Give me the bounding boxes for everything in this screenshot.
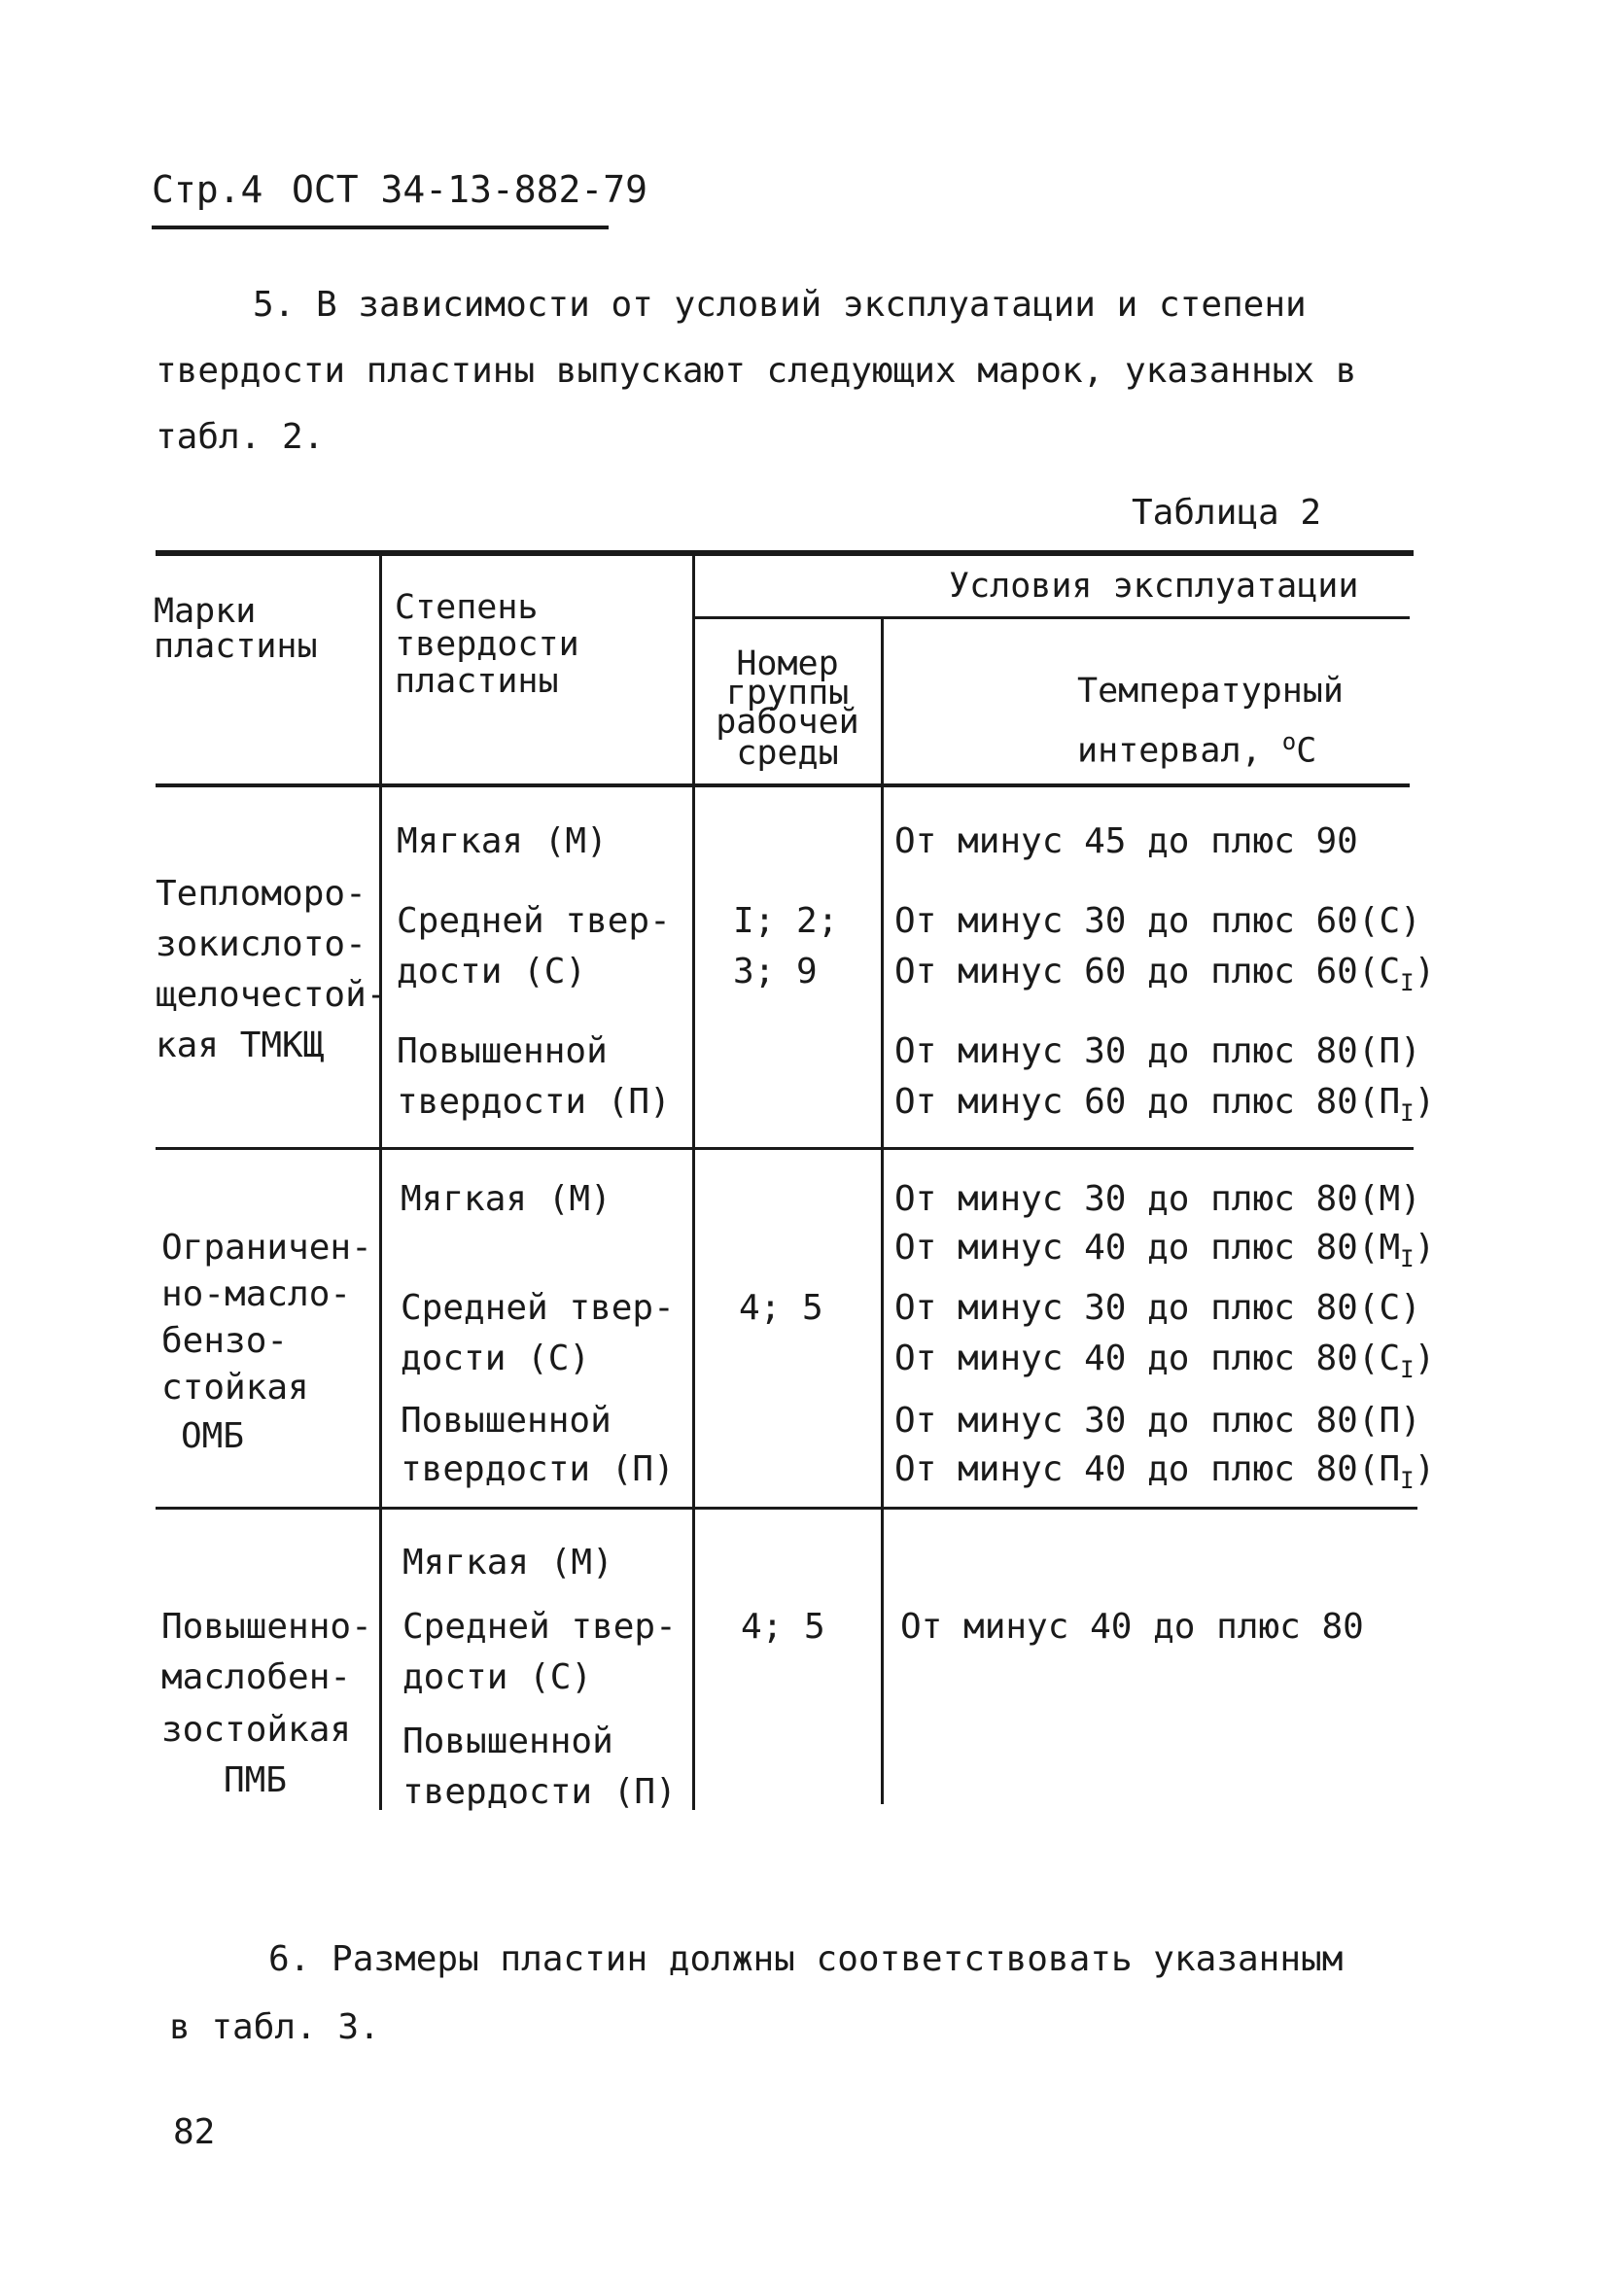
- group-1-temp-4: От минус 30 до плюс 80(П): [894, 1031, 1421, 1071]
- paragraph-5-line-1: 5. В зависимости от условий эксплуатации и степени: [253, 285, 1307, 325]
- group-2-temp-2-sub: I: [1400, 1245, 1415, 1272]
- table-caption: Таблица 2: [1132, 493, 1322, 533]
- col-temp-header-2: [1077, 723, 1316, 770]
- group-2-brand-line-2: но-масло-: [161, 1274, 352, 1314]
- table-top-rule: [156, 550, 1414, 556]
- group-1-temp-3-end: ): [1414, 952, 1436, 991]
- col-temp-header-label: интервал,: [1077, 731, 1262, 771]
- col-brand-header-2: пластины: [154, 627, 318, 666]
- col-hardness-header-3: пластины: [395, 662, 559, 701]
- group-3-brand-line-1: Повышенно-: [161, 1607, 372, 1647]
- col-temp-unit: С: [1296, 731, 1317, 771]
- col-divider-1: [379, 556, 382, 1810]
- group-3-hard-1: Повышенной: [402, 1722, 613, 1761]
- group-1-temp-3-text: От минус 60 до плюс 60(С: [894, 952, 1401, 991]
- col-temp-degree-sign: о: [1281, 728, 1297, 755]
- group-2-hard-2: твердости (П): [401, 1449, 675, 1489]
- group-1-temp-3-sub: I: [1400, 969, 1415, 996]
- group-2-bottom-rule: [156, 1507, 1417, 1510]
- group-3-media: 4; 5: [741, 1607, 825, 1647]
- col-divider-2: [692, 556, 695, 1810]
- paragraph-5-line-2: твердости пластины выпускают следующих марок, указанных в: [156, 351, 1357, 391]
- group-1-temp-3: [894, 947, 1435, 1008]
- group-1-medium-1: Средней твер-: [397, 901, 671, 941]
- group-1-temp-1: От минус 45 до плюс 90: [894, 821, 1358, 861]
- group-2-temp-1: От минус 30 до плюс 80(М): [894, 1179, 1421, 1219]
- group-2-temp-2: [894, 1223, 1435, 1284]
- group-3-brand-line-2: маслобен-: [161, 1657, 352, 1697]
- group-3-brand-line-4: ПМБ: [224, 1760, 288, 1800]
- group-3-brand-line-3: зостойкая: [161, 1710, 352, 1750]
- group-3-hard-2: твердости (П): [402, 1772, 677, 1812]
- header-underline: [152, 226, 609, 229]
- group-1-brand-line-1: Тепломоро-: [156, 874, 367, 914]
- group-2-temp-6-text: От минус 40 до плюс 80(П: [894, 1449, 1401, 1489]
- group-1-media-1: I; 2;: [733, 901, 839, 941]
- col-hardness-header-2: твердости: [395, 625, 579, 664]
- col-temp-header-1: Температурный: [1077, 672, 1344, 711]
- col-divider-3: [881, 618, 884, 1804]
- group-1-hard-2: твердости (П): [397, 1082, 671, 1122]
- group-2-temp-4-text: От минус 40 до плюс 80(С: [894, 1339, 1401, 1378]
- group-1-brand-line-3: щелочестой-: [156, 975, 388, 1015]
- group-3-medium-1: Средней твер-: [402, 1607, 677, 1647]
- page-number: 82: [173, 2112, 216, 2152]
- group-1-temp-2: От минус 30 до плюс 60(С): [894, 901, 1421, 941]
- group-1-temp-5-text: От минус 60 до плюс 80(П: [894, 1082, 1401, 1122]
- group-1-bottom-rule: [156, 1147, 1414, 1150]
- header-bottom-rule: [156, 783, 1410, 787]
- group-2-temp-5: От минус 30 до плюс 80(П): [894, 1401, 1421, 1441]
- group-2-brand-line-4: стойкая: [161, 1368, 309, 1408]
- group-2-temp-6-end: ): [1414, 1449, 1436, 1489]
- group-1-brand-line-4: кая ТМКЩ: [156, 1026, 325, 1065]
- group-2-temp-4-sub: I: [1400, 1356, 1415, 1383]
- group-3-temp-1: От минус 40 до плюс 80: [900, 1607, 1364, 1647]
- group-2-temp-3: От минус 30 до плюс 80(С): [894, 1288, 1421, 1328]
- group-2-soft: Мягкая (М): [401, 1179, 612, 1219]
- group-2-temp-6-sub: I: [1400, 1467, 1415, 1494]
- group-2-temp-2-text: От минус 40 до плюс 80(М: [894, 1228, 1401, 1268]
- group-2-temp-6: [894, 1444, 1435, 1506]
- group-1-temp-5-end: ): [1414, 1082, 1436, 1122]
- group-2-temp-2-end: ): [1414, 1228, 1436, 1268]
- standard-number: ОСТ 34-13-882-79: [292, 168, 648, 211]
- group-2-medium-1: Средней твер-: [401, 1288, 675, 1328]
- group-2-media: 4; 5: [739, 1288, 823, 1328]
- group-2-temp-4: [894, 1334, 1435, 1395]
- group-3-soft: Мягкая (М): [402, 1543, 613, 1583]
- col-hardness-header-1: Степень: [395, 588, 539, 627]
- group-2-medium-2: дости (С): [401, 1339, 591, 1378]
- group-2-hard-1: Повышенной: [401, 1401, 612, 1441]
- group-1-hard-1: Повышенной: [397, 1031, 608, 1071]
- group-1-media-2: 3; 9: [733, 952, 818, 991]
- paragraph-5-line-3: табл. 2.: [156, 417, 325, 457]
- col-media-header-4: среды: [736, 734, 839, 773]
- col-media-header-3: рабочей: [716, 703, 859, 742]
- group-2-temp-4-end: ): [1414, 1339, 1436, 1378]
- group-2-brand-line-1: Ограничен-: [161, 1228, 372, 1268]
- col-brand-header-1: Марки: [154, 592, 257, 631]
- page-label: Стр.4: [152, 168, 263, 211]
- group-1-brand-line-2: зокислото-: [156, 924, 367, 964]
- col-media-header-1: Номер: [736, 644, 839, 683]
- group-1-medium-2: дости (С): [397, 952, 587, 991]
- paragraph-6-line-2: в табл. 3.: [169, 2007, 380, 2047]
- span-header-title: Условия эксплуатации: [949, 567, 1359, 606]
- group-1-temp-5-sub: I: [1400, 1099, 1415, 1127]
- span-header-rule: [692, 616, 1410, 619]
- group-2-brand-line-5: ОМБ: [181, 1416, 245, 1456]
- paragraph-6-line-1: 6. Размеры пластин должны соответствовать указанным: [268, 1939, 1344, 1979]
- col-media-header-2: группы: [725, 674, 850, 713]
- group-1-temp-5: [894, 1077, 1435, 1138]
- group-2-brand-line-3: бензо-: [161, 1321, 289, 1361]
- group-1-soft: Мягкая (М): [397, 821, 608, 861]
- group-3-medium-2: дости (С): [402, 1657, 593, 1697]
